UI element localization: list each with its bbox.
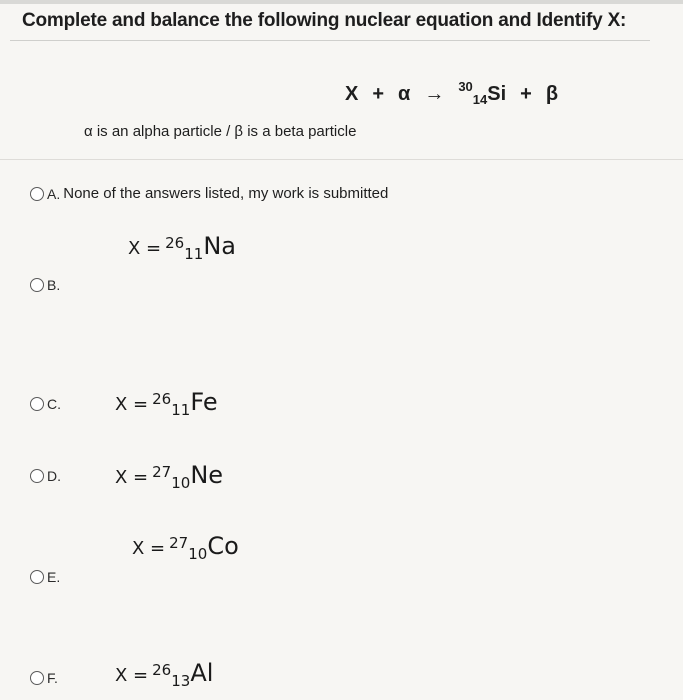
formula-prefix: X = [128, 238, 162, 259]
option-e-formula [132, 532, 239, 563]
equation-x: X [345, 83, 359, 105]
atomic-number: 10 [188, 545, 208, 563]
atomic-number: 11 [184, 245, 204, 263]
element-symbol: Na [203, 232, 236, 260]
option-c-formula [115, 388, 218, 419]
product-mass-number: 30 [458, 79, 473, 94]
option-c[interactable] [30, 396, 61, 412]
particle-legend: α is an alpha particle / β is a beta particle [84, 123, 357, 140]
formula-prefix: X = [115, 394, 149, 415]
product-atomic-number: 14 [472, 92, 488, 107]
atomic-number: 11 [171, 401, 191, 419]
option-d-formula [115, 461, 224, 492]
option-b-letter: B. [47, 277, 61, 293]
option-b[interactable] [30, 277, 60, 293]
option-f[interactable] [30, 670, 58, 686]
mass-number: 27 [152, 463, 172, 481]
mass-number: 26 [152, 390, 172, 408]
option-f-formula [115, 659, 214, 690]
element-symbol: Fe [190, 388, 218, 416]
section-divider [0, 159, 683, 160]
equation-arrow: → [424, 83, 445, 105]
option-a[interactable] [30, 185, 388, 202]
question-title: Complete and balance the following nuclear equation and Identify X: [22, 10, 627, 31]
equation-beta: β [545, 83, 559, 105]
option-e-letter: E. [47, 569, 61, 585]
radio-d[interactable] [30, 469, 44, 483]
option-a-letter: A. [47, 185, 61, 202]
radio-f[interactable] [30, 671, 44, 685]
option-f-letter: F. [47, 670, 58, 686]
formula-prefix: X = [115, 467, 149, 488]
formula-prefix: X = [115, 665, 149, 686]
option-e[interactable] [30, 569, 60, 585]
atomic-number: 13 [171, 672, 191, 690]
radio-b[interactable] [30, 278, 44, 292]
product-symbol: Si [487, 83, 507, 105]
equation-product [458, 79, 507, 107]
option-a-text: None of the answers listed, my work is submitted [63, 185, 389, 202]
element-symbol: Al [190, 659, 214, 687]
mass-number: 26 [152, 661, 172, 679]
equation-plus: + [520, 83, 532, 105]
radio-e[interactable] [30, 570, 44, 584]
equation-alpha: α [398, 83, 411, 105]
equation-plus: + [372, 83, 385, 105]
title-divider [10, 40, 650, 41]
element-symbol: Ne [190, 461, 224, 489]
option-b-formula [128, 232, 236, 263]
mass-number: 26 [165, 234, 185, 252]
radio-c[interactable] [30, 397, 44, 411]
element-symbol: Co [207, 532, 239, 560]
radio-a[interactable] [30, 187, 44, 201]
nuclear-equation [345, 79, 559, 107]
top-border [0, 0, 683, 4]
option-d-letter: D. [47, 468, 61, 484]
mass-number: 27 [169, 534, 189, 552]
atomic-number: 10 [171, 474, 191, 492]
option-c-letter: C. [47, 396, 61, 412]
formula-prefix: X = [132, 538, 166, 559]
option-d[interactable] [30, 468, 61, 484]
